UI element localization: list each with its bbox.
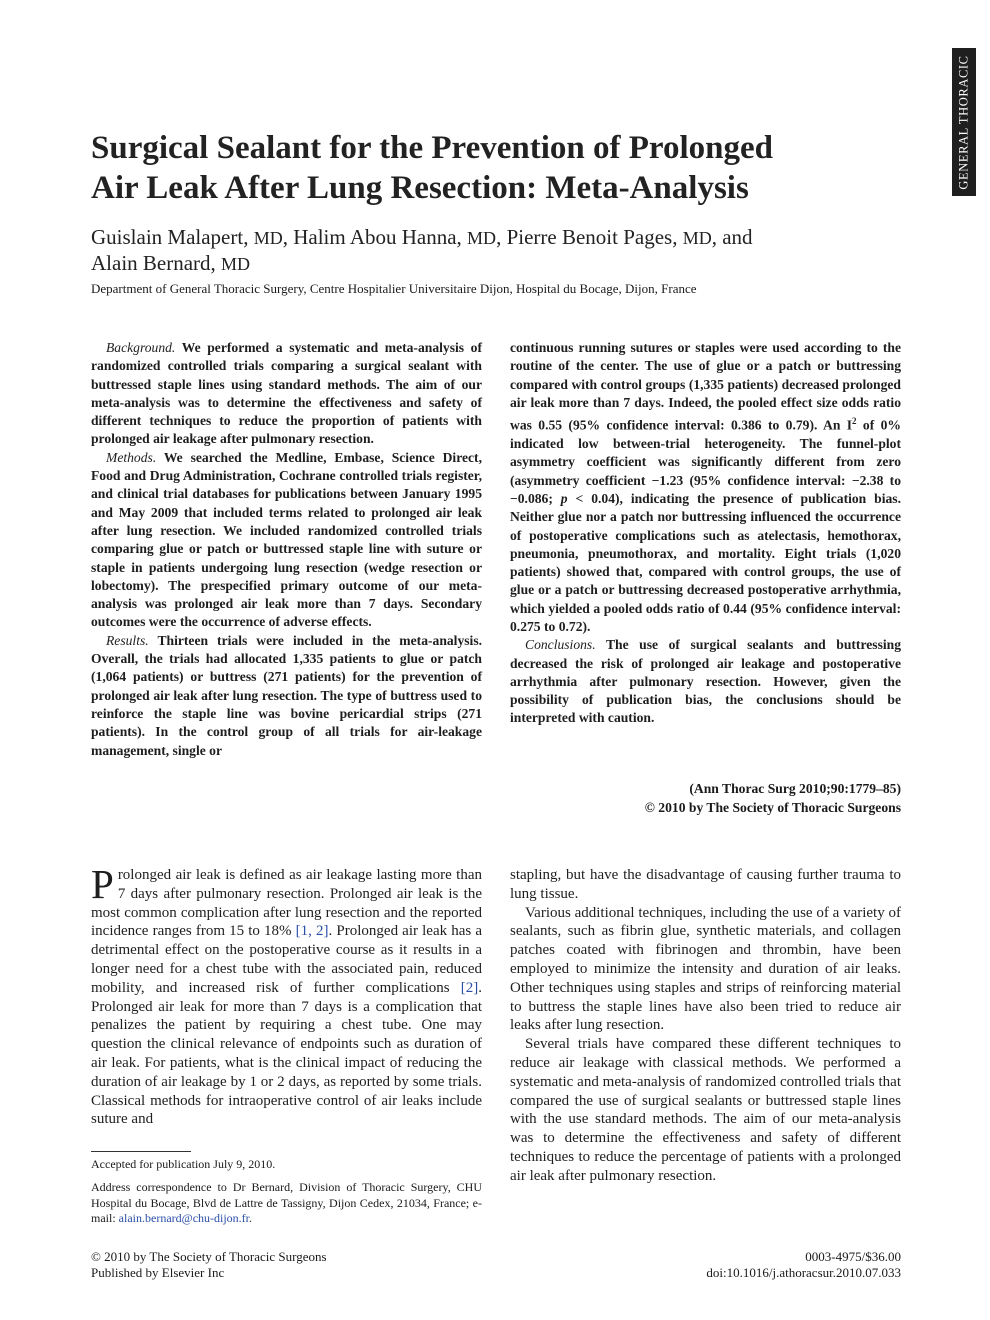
background-text: We performed a systematic and meta-analysis of randomized controlled trials comparing a surgical sealant with buttressed staple lines using standard methods. The aim of our meta-analysis was to determine the effectiveness and safety of different techniques to reduce the proportion of patients with prolonged air leakage after pulmonary resection. xyxy=(91,340,482,447)
abstract-results-continued: continuous running sutures or staples were used according to the routine of the center. The use of glue or a patch or buttressing compared with control groups (1,335 patients) decreased prolonged air leak more than 7 days. Indeed, the pooled effect size odds ratio was 0.55 (95% confidence interval: 0.386 to 0.79). An $I^2$ of 0% indicated low between-trial heterogeneity. The funnel-plot asymmetry coefficient was significantly different from zero (asymmetry coefficient −1.23 (95% confidence interval: −2.38 to −0.086; p < 0.04), indicating the presence of publication bias. Neither glue nor a patch nor buttressing influenced the occurrence of postoperative complications such as atelectasis, hemothorax, pneumonia, pneumothorax, and mortality. Eight trials (1,020 patients) showed that, compared with control groups, the use of glue or a patch or buttressing decreased postoperative arrhythmia, which yielded a pooled odds ratio of 0.44 (95% confidence interval: 0.275 to 0.72). xyxy=(510,340,902,634)
title-line-2: Air Leak After Lung Resection: Meta-Analysis xyxy=(91,170,749,206)
email-link[interactable]: alain.bernard@chu-dijon.fr xyxy=(118,1211,250,1225)
results-text: Thirteen trials were included in the meta-analysis. Overall, the trials had allocated 1,335 patients to glue or patch (1,064 patients) or buttress (271 patients) for the prevention of prolonged air leak after lung resection. The type of buttress used to reinforce the staple line was bovine pericardial strips (271 patients). In the control group of all trials for air-leakage management, single or xyxy=(91,632,483,758)
section-tab xyxy=(952,48,976,196)
footer-copyright: © 2010 by The Society of Thoracic Surgeons xyxy=(91,1249,327,1264)
section-tab-label: GENERAL THORACIC xyxy=(956,54,971,190)
body-left-column xyxy=(91,861,482,1129)
copyright-notice: © 2010 by The Society of Thoracic Surgeons xyxy=(644,800,901,815)
citation-block xyxy=(510,779,901,817)
p-value-symbol: p xyxy=(560,490,568,506)
results-label: Results. xyxy=(106,632,149,648)
author-and: and xyxy=(722,225,753,249)
author-4: Alain Bernard, xyxy=(91,251,216,275)
intro-paragraph-1-continued: stapling, but have the disadvantage of causing further trauma to lung tissue. xyxy=(510,867,901,902)
author-3: Pierre Benoit Pages, xyxy=(506,225,678,249)
abstract-conclusions xyxy=(510,636,901,727)
accepted-note: Accepted for publication July 9, 2010. xyxy=(91,1157,276,1171)
author-1-degree: MD xyxy=(253,228,283,248)
footer-left xyxy=(91,1249,491,1280)
author-2: Halim Abou Hanna, xyxy=(293,225,462,249)
abstract-right-column xyxy=(510,339,901,728)
reference-link[interactable]: [1, 2] xyxy=(295,923,329,940)
journal-citation: (Ann Thorac Surg 2010;90:1779–85) xyxy=(689,781,901,796)
superscript: 2 xyxy=(852,416,857,427)
abstract-left-column xyxy=(91,339,482,760)
drop-cap: P xyxy=(91,861,114,907)
author-3-degree: MD xyxy=(682,228,712,248)
abstract-background xyxy=(91,339,482,449)
conclusions-text: The use of surgical sealants and buttressing decreased the risk of prolonged air leakage and postoperative arrhythmia after pulmonary resection. However, given the possibility of publication bias, the conclusions should be interpreted with caution. xyxy=(510,637,901,726)
footnote-divider xyxy=(91,1151,191,1152)
abstract-methods xyxy=(91,449,482,632)
title-line-1: Surgical Sealant for the Prevention of Prolonged xyxy=(91,130,773,166)
article-title xyxy=(91,128,911,208)
methods-label: Methods. xyxy=(106,449,157,465)
author-2-degree: MD xyxy=(467,228,497,248)
author-1: Guislain Malapert, xyxy=(91,225,249,249)
abstract-results xyxy=(91,632,482,760)
conclusions-label: Conclusions. xyxy=(525,637,596,653)
reference-link[interactable]: [2] xyxy=(460,979,479,996)
body-right-column xyxy=(510,866,901,1186)
author-list: Guislain Malapert, MD, Halim Abou Hanna, MD, Pierre Benoit Pages, MD, and Alain Bernard, MD xyxy=(91,225,753,275)
intro-paragraph-1: Prolonged air leak is defined as air leakage lasting more than 7 days after pulmonary resection. Prolonged air leak is the most common complication after lung resection and the reported incidence ranges from 15 to 18% [1, 2]. Prolonged air leak has a detrimental effect on the postoperative course as it results in a longer need for a chest tube with the associated pain, reduced mobility, and increased risk of further complications [2]. Prolonged air leak for more than 7 days is a complication that penalizes the patient by requiring a chest tube. One may question the clinical relevance of endpoints such as duration of air leak. For patients, what is the clinical impact of reducing the duration of air leakage by 1 or 2 days, as reported by some trials. Classical methods for intraoperative control of air leaks include suture and xyxy=(91,861,482,1128)
footer-doi: doi:10.1016/j.athoracsur.2010.07.033 xyxy=(706,1264,901,1280)
footer-right xyxy=(600,1249,901,1280)
intro-paragraph-3: Several trials have compared these different techniques to reduce air leakage with classical methods. We performed a systematic and meta-analysis of randomized controlled trials that compared the use of surgical sealants or buttressed staple lines with the use standard methods. The aim of our meta-analysis was to determine the effectiveness and safety of different techniques to reduce the percentage of patients with a prolonged air leak after pulmonary resection. xyxy=(510,1036,901,1184)
affiliation: Department of General Thoracic Surgery, Centre Hospitalier Universitaire Dijon, Hospital du Bocage, Dijon, France xyxy=(91,281,697,296)
correspondence-note: Address correspondence to Dr Bernard, Division of Thoracic Surgery, CHU Hospital du Bocage, Blvd de Lattre de Tassigny, Dijon Cedex, 21034, France; e-mail: alain.bernard@chu-dijon.fr. xyxy=(91,1180,482,1225)
footer-publisher: Published by Elsevier Inc xyxy=(91,1264,225,1280)
author-4-degree: MD xyxy=(221,254,251,274)
footer-issn: 0003-4975/$36.00 xyxy=(805,1249,901,1264)
intro-paragraph-2: Various additional techniques, including the use of a variety of sealants, such as fibrin glue, synthetic materials, and collagen patches coated with fibrinogen and thrombin, have been employed to minimize the intensity and duration of air leaks. Other techniques using staples and strips of reinforcing material to buttress the staple lines have also been tried to reduce air leaks after lung resection. xyxy=(510,904,901,1034)
background-label: Background. xyxy=(106,340,176,355)
methods-text: We searched the Medline, Embase, Science Direct, Food and Drug Administration, Cochrane controlled trials register, and clinical trial databases for publications between January 1995 and May 2009 that included terms related to prolonged air leak after lung resection. We included randomized controlled trials comparing glue or patch or buttressed staple line with suture or staple in patients undergoing lung resection (wedge resection or lobectomy). The prespecified primary outcome of our meta-analysis was prolonged air leak more than 7 days. Secondary outcomes were the occurrence of adverse effects. xyxy=(91,449,482,630)
